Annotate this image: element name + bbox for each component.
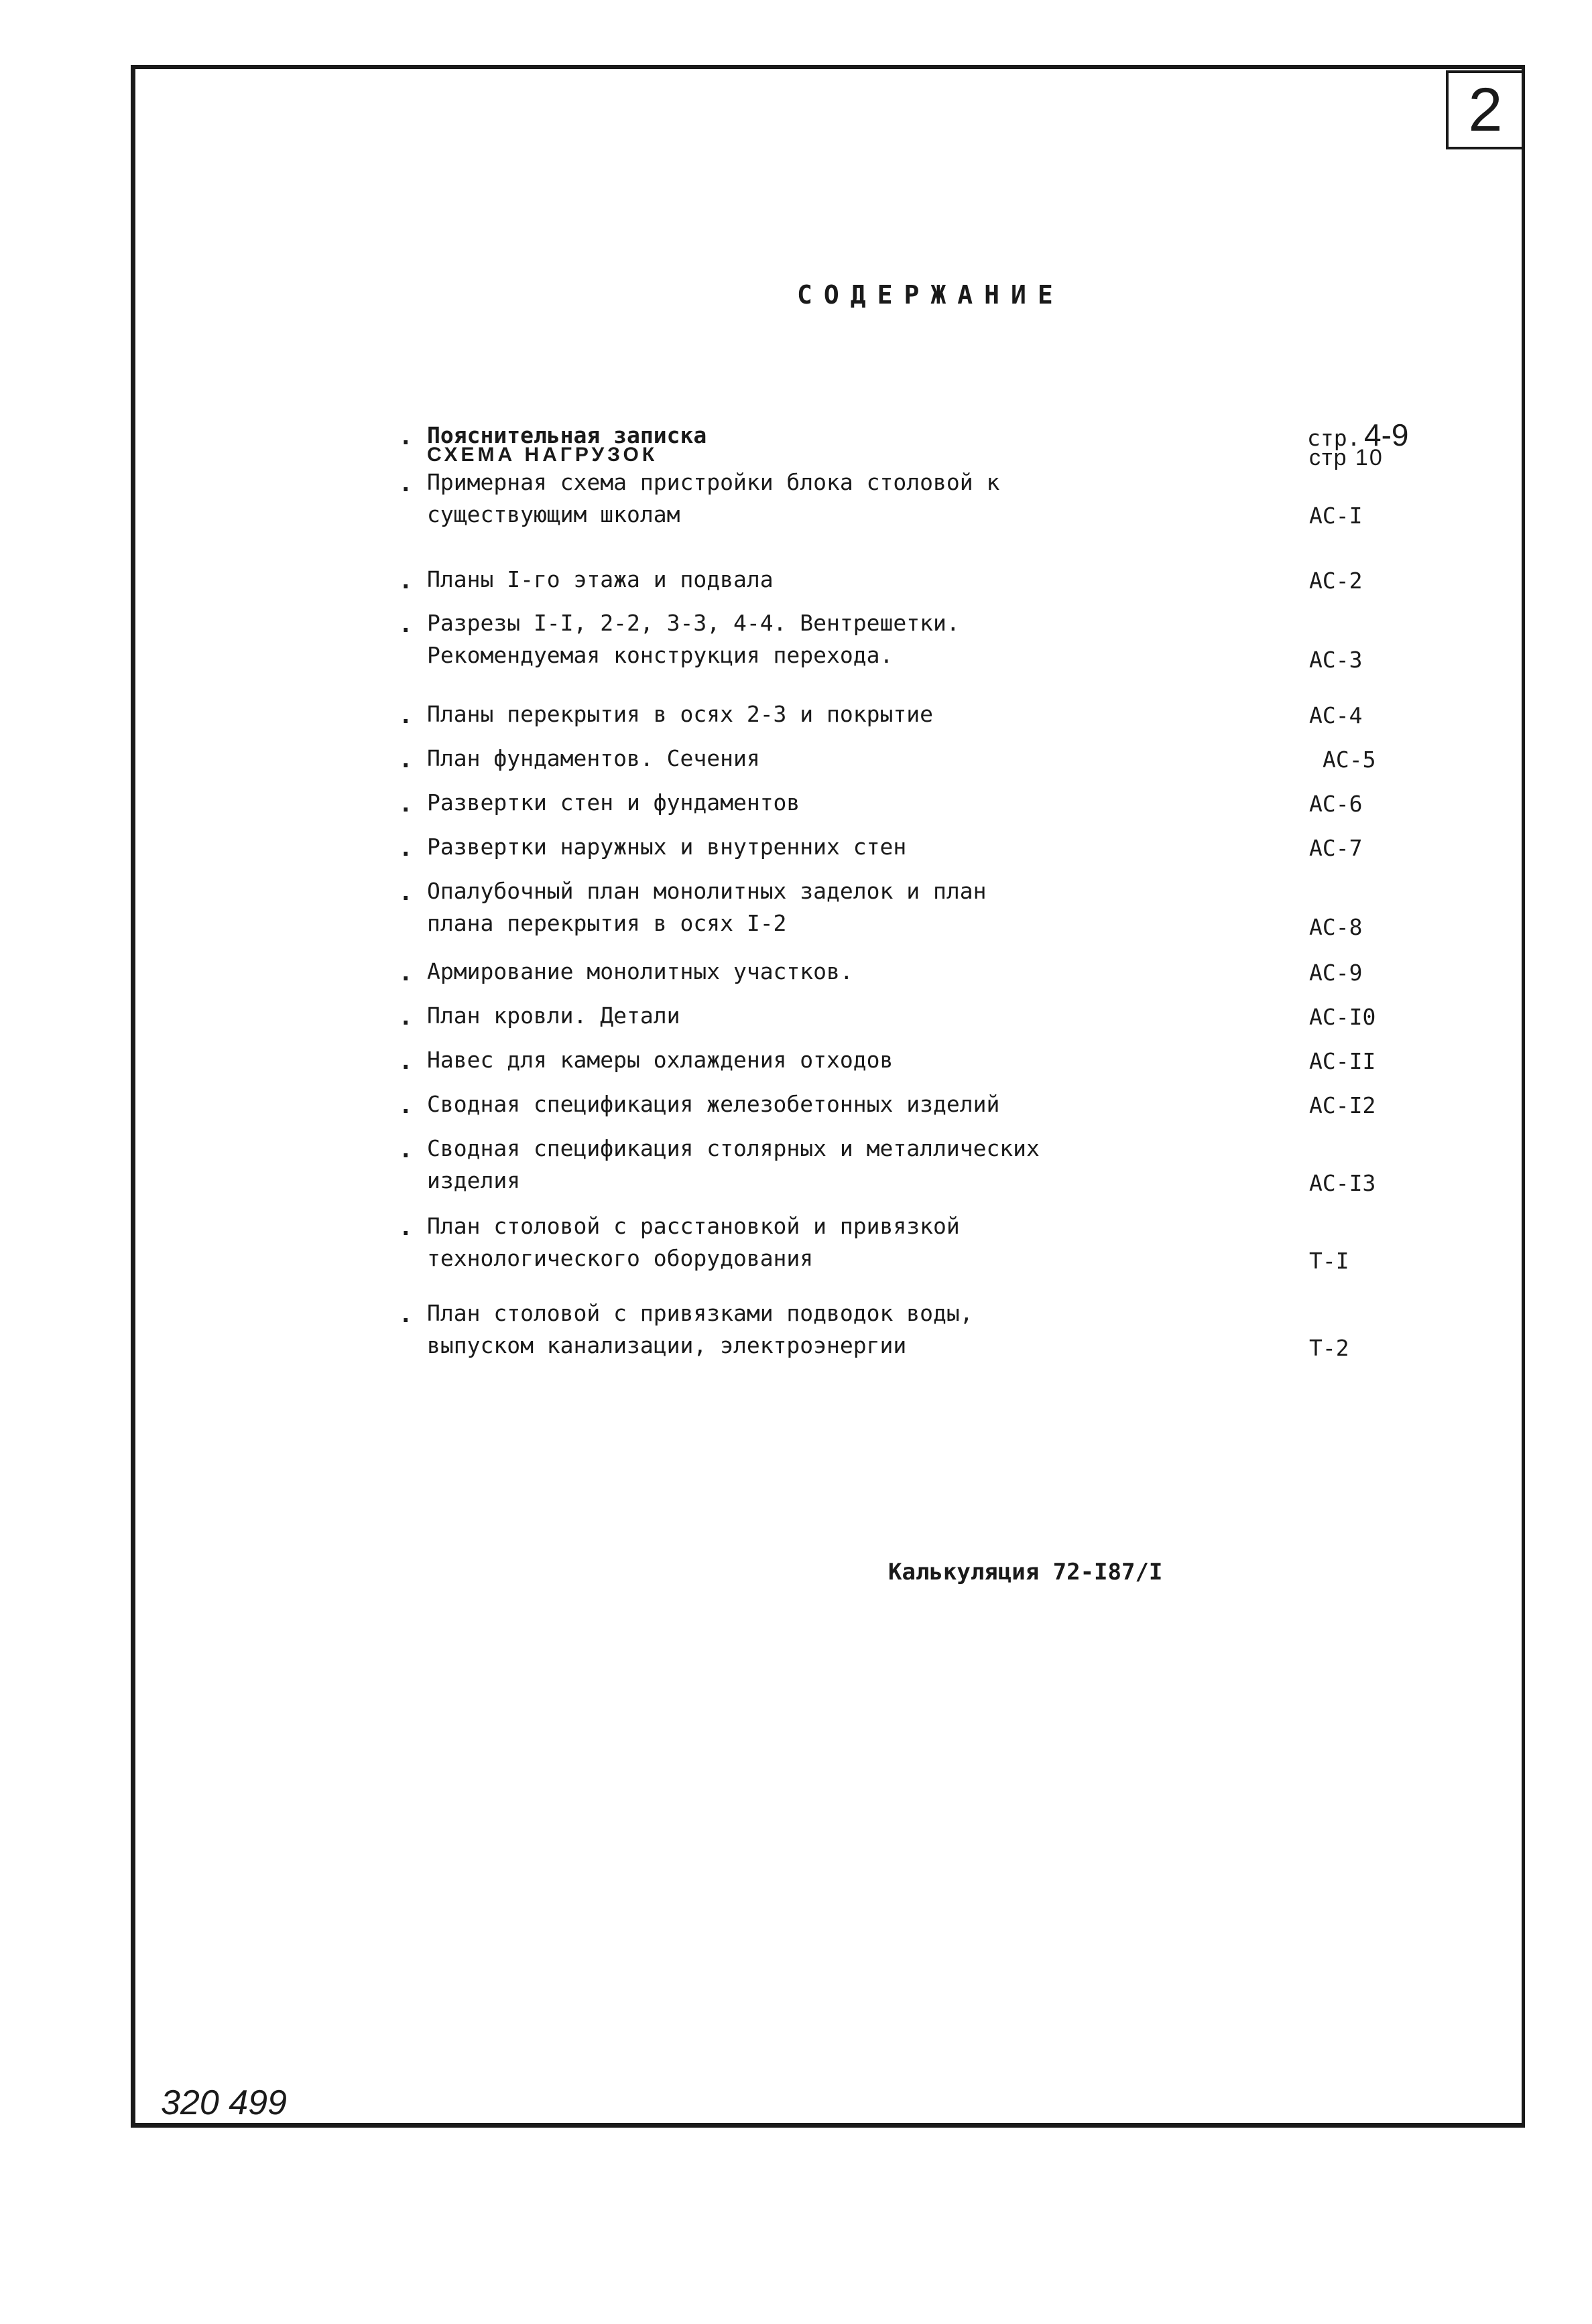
bullet: . — [399, 879, 413, 906]
entry-title-continued: технологического оборудования — [427, 1245, 814, 1271]
sheet-code: АС-4 — [1309, 702, 1363, 728]
inventory-number: 320 499 — [161, 2083, 287, 2122]
sheet-code: АС-6 — [1309, 791, 1363, 817]
page-ref-handwritten: 4-9 — [1364, 417, 1409, 452]
sheet-code: АС-I — [1309, 503, 1363, 529]
entry-title: План столовой с привязками подводок воды, — [427, 1300, 973, 1326]
entry-title: Развертки стен и фундаментов — [427, 789, 800, 816]
calculation-reference: Калькуляция 72-I87/I — [888, 1559, 1163, 1586]
sheet-code: АС-9 — [1309, 960, 1363, 986]
entry-title-continued: выпуском канализации, электроэнергии — [427, 1332, 907, 1358]
sheet-code: АС-5 — [1323, 747, 1376, 773]
sheet-code: АС-3 — [1309, 647, 1363, 673]
bullet: . — [399, 470, 413, 497]
bullet: . — [399, 702, 413, 729]
bullet: . — [399, 568, 413, 594]
entry-title: Планы I-го этажа и подвала — [427, 566, 774, 592]
sheet-number-box — [1446, 70, 1525, 149]
bullet: . — [399, 1301, 413, 1328]
bullet: . — [399, 424, 413, 450]
page-ref: стр 10 — [1309, 445, 1384, 470]
sheet-code: АС-2 — [1309, 568, 1363, 594]
bullet: . — [399, 1137, 413, 1163]
bullet: . — [399, 1214, 413, 1241]
bullet: . — [399, 960, 413, 986]
entry-title: Планы перекрытия в осях 2-3 и покрытие — [427, 701, 933, 727]
entry-title: Развертки наружных и внутренних стен — [427, 834, 907, 860]
sheet-code: Т-I — [1309, 1248, 1349, 1274]
entry-title: Сводная спецификация столярных и металлических — [427, 1135, 1040, 1161]
sheet-code: АС-II — [1309, 1048, 1376, 1074]
bullet: . — [399, 611, 413, 638]
bullet: . — [399, 791, 413, 818]
entry-title-continued: плана перекрытия в осях I-2 — [427, 910, 787, 936]
bullet: . — [399, 1092, 413, 1119]
entry-title-continued: Рекомендуемая конструкция перехода. — [427, 642, 894, 668]
entry-title: План кровли. Детали — [427, 1003, 680, 1029]
page-title: СОДЕРЖАНИЕ — [797, 280, 1064, 310]
entry-title: Армирование монолитных участков. — [427, 958, 853, 984]
bullet: . — [399, 747, 413, 773]
entry-title: Пояснительная записка — [427, 422, 707, 448]
sheet-code: Т-2 — [1309, 1335, 1349, 1361]
bullet: . — [399, 1004, 413, 1031]
sheet-code: АС-7 — [1309, 835, 1363, 861]
sheet-code: АС-8 — [1309, 914, 1363, 940]
entry-title: Навес для камеры охлаждения отходов — [427, 1047, 894, 1073]
entry-title: Примерная схема пристройки блока столовой к — [427, 469, 1000, 495]
bullet: . — [399, 835, 413, 862]
sheet-number: 2 — [1468, 75, 1503, 144]
sheet-code: АС-I2 — [1309, 1092, 1376, 1118]
entry-title: Опалубочный план монолитных заделок и план — [427, 878, 987, 904]
sheet-code: АС-I0 — [1309, 1004, 1376, 1030]
entry-title: Разрезы I-I, 2-2, 3-3, 4-4. Вентрешетки. — [427, 610, 960, 636]
entry-title-continued: изделия — [427, 1167, 521, 1193]
entry-title: План фундаментов. Сечения — [427, 745, 760, 771]
bullet: . — [399, 1048, 413, 1075]
sheet-code: АС-I3 — [1309, 1170, 1376, 1196]
page-ref-label: стр. — [1307, 425, 1361, 451]
entry-title-continued: существующим школам — [427, 501, 680, 527]
entry-title: СХЕМА НАГРУЗОК — [427, 444, 658, 466]
entry-title: Сводная спецификация железобетонных изделий — [427, 1091, 1000, 1117]
entry-title: План столовой с расстановкой и привязкой — [427, 1213, 960, 1239]
